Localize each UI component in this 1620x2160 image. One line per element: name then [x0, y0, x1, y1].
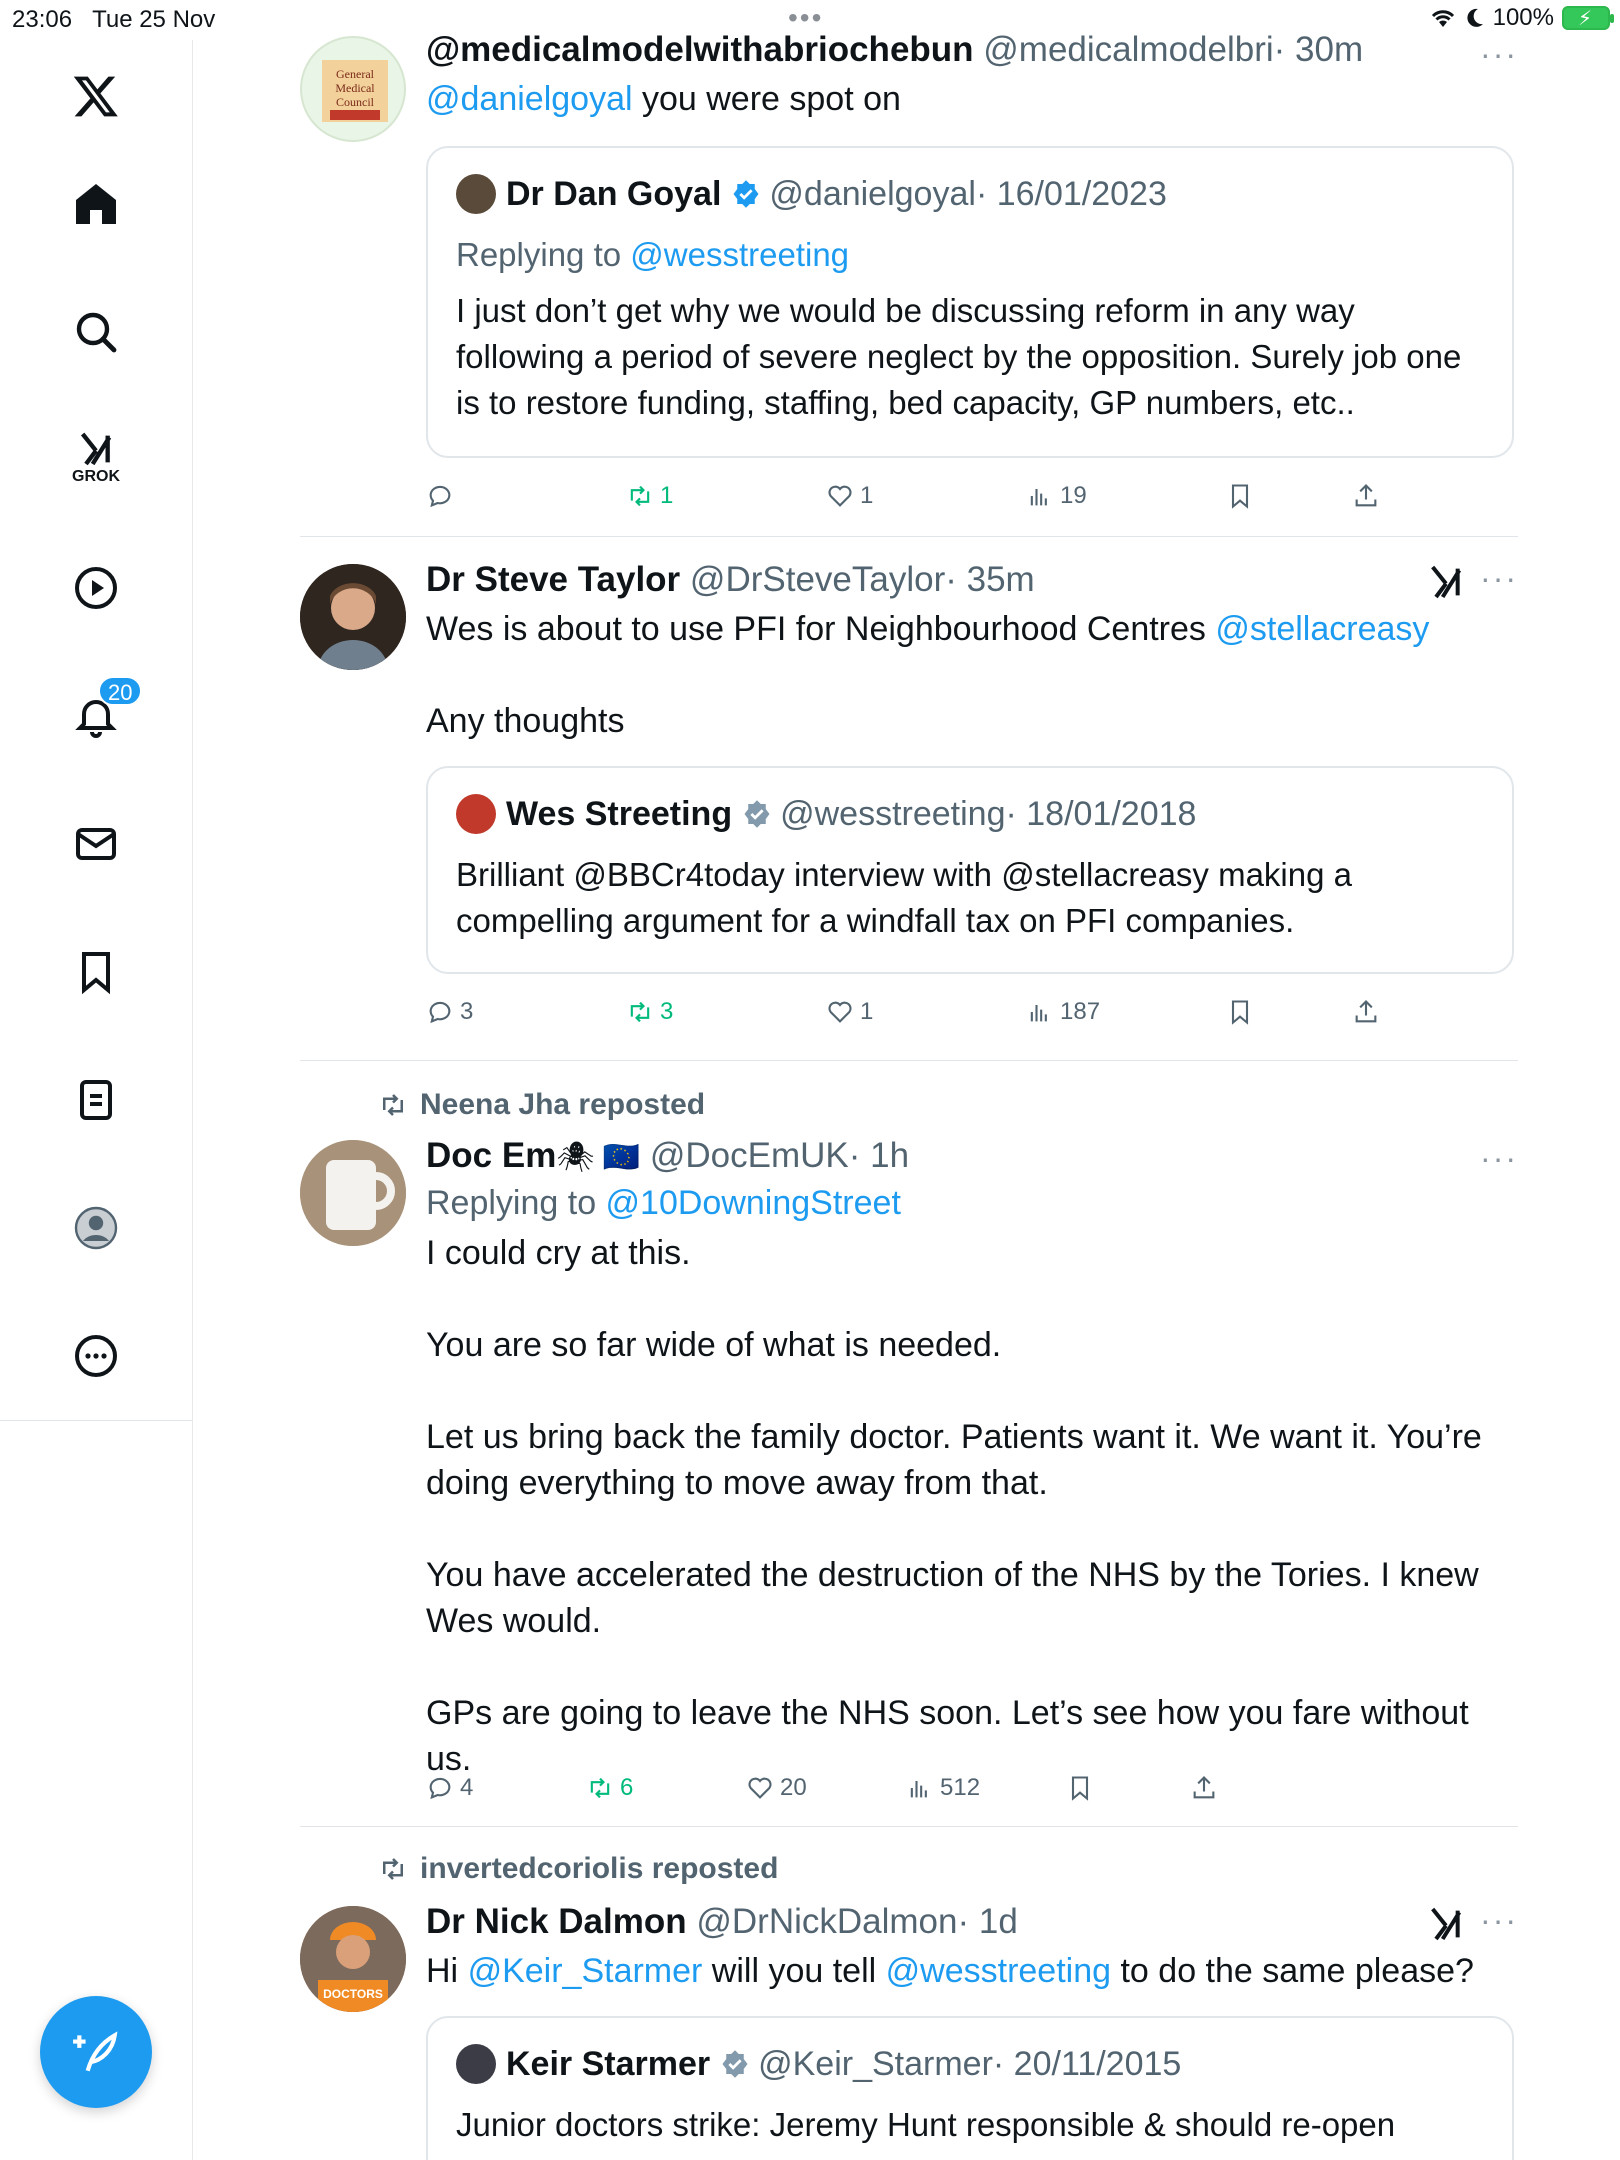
- views-icon: [1026, 482, 1054, 510]
- status-time: 23:06 Tue 25 Nov: [12, 6, 216, 33]
- multitask-dots[interactable]: •••: [788, 2, 824, 33]
- bookmark-button[interactable]: [1226, 476, 1254, 516]
- notifications-icon[interactable]: [60, 680, 132, 752]
- like-button[interactable]: 20: [746, 1768, 807, 1808]
- grok-icon[interactable]: [60, 420, 132, 492]
- verified-icon: [720, 2049, 750, 2079]
- more-options-icon[interactable]: [60, 1320, 132, 1392]
- bookmark-icon: [1226, 998, 1254, 1026]
- tweet-header: [426, 28, 1518, 72]
- feather-plus-icon: [71, 2027, 121, 2077]
- grok-explain-icon[interactable]: [1426, 1904, 1466, 1944]
- quote-avatar: [456, 794, 496, 834]
- repost-icon: [626, 482, 654, 510]
- repost-icon: [586, 1774, 614, 1802]
- quote-text: Junior doctors strike: Jeremy Hunt responsible & should re-open: [456, 2106, 1396, 2143]
- mention-link[interactable]: @10DowningStreet: [605, 1184, 901, 1222]
- tweet-actions: [426, 992, 1426, 1032]
- timeline-feed: [300, 0, 1518, 2160]
- share-button[interactable]: [1190, 1768, 1218, 1808]
- display-name[interactable]: Doc Em: [426, 1136, 557, 1175]
- bookmark-icon: [1066, 1774, 1094, 1802]
- quote-header: [456, 792, 1196, 836]
- handle[interactable]: @DrSteveTaylor: [689, 560, 946, 599]
- quote-display-name: Wes Streeting: [506, 795, 733, 833]
- quote-avatar: [456, 174, 496, 214]
- mention-link[interactable]: @stellacreasy: [1215, 610, 1430, 648]
- reply-button[interactable]: [426, 476, 460, 516]
- avatar[interactable]: [300, 1906, 406, 2012]
- svg-text:General: General: [336, 67, 374, 81]
- x-logo-icon[interactable]: [60, 60, 132, 132]
- handle[interactable]: @medicalmodelbri: [983, 30, 1274, 69]
- repost-button[interactable]: 1: [626, 476, 673, 516]
- heart-icon: [746, 1774, 774, 1802]
- tweet-separator: [300, 536, 1518, 537]
- verified-icon: [731, 179, 761, 209]
- bookmark-button[interactable]: [1066, 1768, 1094, 1808]
- like-button[interactable]: 1: [826, 992, 873, 1032]
- more-icon[interactable]: ···: [1480, 1902, 1518, 1938]
- profile-icon[interactable]: [60, 1192, 132, 1264]
- quote-date: · 20/11/2015: [992, 2045, 1182, 2083]
- tweet-separator: [300, 1060, 1518, 1061]
- grok-explain-icon[interactable]: [1426, 562, 1466, 602]
- more-icon[interactable]: ···: [1480, 36, 1518, 72]
- tweet-actions: [426, 476, 1426, 516]
- share-button[interactable]: [1352, 992, 1380, 1032]
- tweet-content: [426, 1134, 1518, 1782]
- search-icon[interactable]: [60, 296, 132, 368]
- tweet-text-2: Any thoughts: [426, 702, 625, 740]
- avatar-text: DOCTORS: [323, 1987, 383, 2001]
- tweet-header: [426, 1134, 1518, 1180]
- tweet-actions: [426, 1768, 1256, 1808]
- avatar[interactable]: [300, 564, 406, 670]
- more-icon[interactable]: ···: [1480, 560, 1518, 596]
- tweet-paragraph: You are so far wide of what is needed.: [426, 1326, 1002, 1364]
- home-icon[interactable]: [60, 168, 132, 240]
- quote-text: I just don’t get why we would be discussing reform in any way following a period of severe neglect by the opposition. Surely job one is to restore funding, staffing, bed capacity, GP numbers, etc..: [456, 292, 1462, 421]
- battery-percent: 100%: [1492, 4, 1554, 31]
- tweet-paragraph: GPs are going to leave the NHS soon. Let’s see how you fare without us.: [426, 1694, 1469, 1778]
- repost-icon: [378, 1854, 408, 1884]
- quote-text: Brilliant @BBCr4today interview with @stellacreasy making a compelling argument for a windfall tax on PFI companies.: [456, 856, 1352, 939]
- mention-link[interactable]: @Keir_Starmer: [467, 1952, 703, 1990]
- tweet-text: @danielgoyal you were spot on: [426, 80, 901, 118]
- repost-button[interactable]: 6: [586, 1768, 633, 1808]
- handle[interactable]: @DocEmUK: [649, 1136, 849, 1175]
- views-button[interactable]: 19: [1026, 476, 1087, 516]
- heart-icon: [826, 998, 854, 1026]
- tweet-content: [426, 558, 1518, 744]
- compose-post-button[interactable]: [40, 1996, 152, 2108]
- timestamp[interactable]: · 35m: [945, 560, 1035, 599]
- reply-button[interactable]: 4: [426, 1768, 473, 1808]
- tweet-header: [426, 1900, 1518, 1944]
- quote-header: [456, 2042, 1181, 2086]
- avatar[interactable]: [300, 36, 406, 142]
- mail-icon[interactable]: [60, 808, 132, 880]
- tweet-content: [426, 1900, 1518, 1994]
- timestamp[interactable]: · 1h: [848, 1136, 910, 1175]
- quote-display-name: Dr Dan Goyal: [506, 175, 722, 213]
- quote-display-name: Keir Starmer: [506, 2045, 711, 2083]
- like-button[interactable]: 1: [826, 476, 873, 516]
- quote-date: · 18/01/2018: [1005, 795, 1197, 833]
- verified-icon: [742, 799, 772, 829]
- bookmarks-icon[interactable]: [60, 936, 132, 1008]
- quote-handle: @Keir_Starmer: [758, 2045, 993, 2083]
- quote-handle: @danielgoyal: [769, 175, 976, 213]
- tweet-paragraph: I could cry at this.: [426, 1234, 691, 1272]
- reply-icon: [426, 482, 454, 510]
- video-icon[interactable]: [60, 552, 132, 624]
- share-icon: [1190, 1774, 1218, 1802]
- tweet-separator: [300, 1826, 1518, 1827]
- tweet-paragraph: Let us bring back the family doctor. Patients want it. We want it. You’re doing everything to move away from that.: [426, 1418, 1482, 1502]
- share-button[interactable]: [1352, 476, 1380, 516]
- battery-icon: ⚡: [1562, 6, 1610, 30]
- display-name[interactable]: Dr Steve Taylor: [426, 560, 681, 599]
- tweet-content: [426, 28, 1518, 122]
- tweet-paragraph: You have accelerated the destruction of the NHS by the Tories. I knew Wes would.: [426, 1556, 1479, 1640]
- quote-avatar: [456, 2044, 496, 2084]
- repost-icon: [626, 998, 654, 1026]
- repost-indicator[interactable]: invertedcoriolis reposted: [378, 1852, 778, 1886]
- display-name[interactable]: Dr Nick Dalmon: [426, 1902, 687, 1941]
- tweet-text: Wes is about to use PFI for Neighbourhood Centres @stellacreasy: [426, 610, 1430, 648]
- svg-text:Medical: Medical: [335, 81, 375, 95]
- tweet-text: Hi @Keir_Starmer will you tell @wesstreeting to do the same please?: [426, 1952, 1474, 1990]
- avatar[interactable]: [300, 1140, 406, 1246]
- more-icon[interactable]: ···: [1480, 1140, 1518, 1176]
- timestamp[interactable]: · 1d: [957, 1902, 1018, 1941]
- reply-button[interactable]: 3: [426, 992, 473, 1032]
- bookmark-button[interactable]: [1226, 992, 1254, 1032]
- quote-reply-to: Replying to @wesstreeting: [456, 236, 850, 273]
- reply-icon: [426, 998, 454, 1026]
- repost-indicator[interactable]: Neena Jha reposted: [378, 1088, 705, 1122]
- quoted-tweet[interactable]: [426, 2016, 1514, 2160]
- heart-icon: [826, 482, 854, 510]
- repost-icon: [378, 1090, 408, 1120]
- svg-text:Council: Council: [336, 95, 374, 109]
- quote-date: · 16/01/2023: [975, 175, 1167, 213]
- sidebar: [0, 40, 193, 2160]
- sidebar-divider: [0, 1420, 193, 1421]
- quoted-tweet[interactable]: [426, 766, 1514, 974]
- bookmark-icon: [1226, 482, 1254, 510]
- views-button[interactable]: 512: [906, 1768, 980, 1808]
- tweet-header: [426, 558, 1518, 602]
- repost-button[interactable]: 3: [626, 992, 673, 1032]
- share-icon: [1352, 998, 1380, 1026]
- grok-label: GROK: [72, 468, 120, 485]
- mention-link[interactable]: @danielgoyal: [426, 80, 633, 118]
- quote-header: [456, 172, 1167, 216]
- mention-link[interactable]: @wesstreeting: [885, 1952, 1112, 1990]
- reply-to: Replying to @10DowningStreet: [426, 1184, 901, 1222]
- views-icon: [906, 1774, 934, 1802]
- quoted-tweet[interactable]: [426, 146, 1514, 458]
- notifications-badge: 20: [98, 676, 142, 706]
- name-emoji: 🕷 🇪🇺: [556, 1141, 641, 1174]
- lists-icon[interactable]: [60, 1064, 132, 1136]
- views-icon: [1026, 998, 1054, 1026]
- display-name[interactable]: @medicalmodelwithabriochebun: [426, 30, 974, 69]
- share-icon: [1352, 482, 1380, 510]
- timestamp[interactable]: · 30m: [1273, 30, 1364, 69]
- handle[interactable]: @DrNickDalmon: [696, 1902, 958, 1941]
- quote-handle: @wesstreeting: [780, 795, 1006, 833]
- reply-icon: [426, 1774, 454, 1802]
- views-button[interactable]: 187: [1026, 992, 1100, 1032]
